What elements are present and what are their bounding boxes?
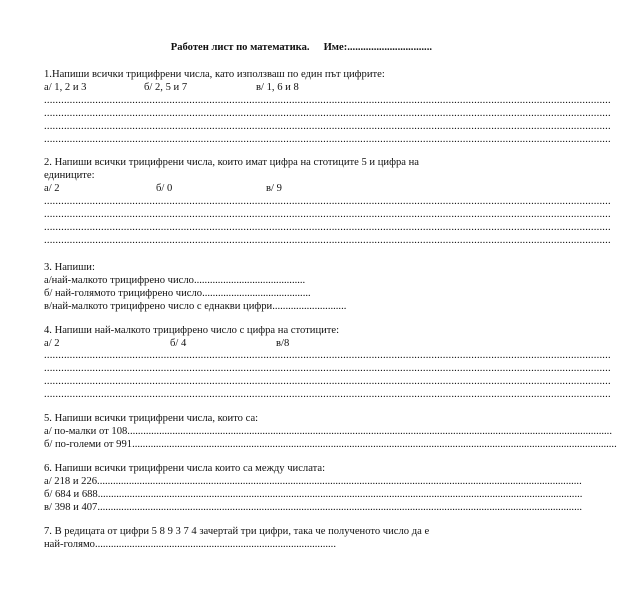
task-4 xyxy=(44,324,611,403)
answer-line: ....................................................................................................................................................................................... xyxy=(97,475,582,487)
task-2-question: 2. Напиши всички трицифрени числа, които имат цифра на стотиците 5 и цифра на единиците: xyxy=(44,157,419,182)
task-6-item-b: б/ 684 и 688 xyxy=(44,488,98,500)
task-5-item-b-line xyxy=(44,438,617,452)
answer-line: ....................................................................................................................................................................................................... xyxy=(44,209,611,221)
task-4-option-c: в/8 xyxy=(276,337,290,349)
task-1 xyxy=(44,68,611,147)
task-4-options xyxy=(44,338,432,351)
task-6-item-a: а/ 218 и 226 xyxy=(44,475,98,487)
answer-line: ....................................................................................................................................................................................... xyxy=(97,501,583,513)
task-5-question: 5. Напиши всички трицифрени числа, които са: xyxy=(44,413,259,425)
answer-line: ....................................................................................................................................................................................................... xyxy=(44,363,611,375)
answer-line: ....................................................................................................................................................................................................... xyxy=(44,107,611,119)
task-5 xyxy=(44,413,617,452)
task-3-item-a: а/най-малкото трицифрено число.......................................... xyxy=(44,274,306,286)
answer-line: ....................................................................................................................................................................................................... xyxy=(44,196,611,208)
task-3-item-c: в/най-малкото трицифрено число с еднакви цифри............................ xyxy=(44,300,347,312)
task-3-question: 3. Напиши: xyxy=(44,261,95,273)
task-6-item-c: в/ 398 и 407 xyxy=(44,501,98,513)
answer-line: ....................................................................................................................................................................................... xyxy=(132,438,617,450)
answer-line: ....................................................................................................................................................................................................... xyxy=(44,222,611,234)
answer-line: ....................................................................................................................................................................................................... xyxy=(44,389,611,401)
task-4-option-a: а/ 2 xyxy=(44,337,60,349)
task-4-option-b: б/ 4 xyxy=(170,337,187,349)
task-2 xyxy=(44,157,611,247)
task-6-item-b-line xyxy=(44,488,583,502)
task-2-options xyxy=(44,183,432,196)
task-1-option-c: в/ 1, 6 и 8 xyxy=(256,81,299,93)
worksheet-page xyxy=(44,42,617,562)
task-2-option-c: в/ 9 xyxy=(266,183,282,195)
answer-line: ....................................................................................................................................................................................................... xyxy=(44,120,611,132)
task-7 xyxy=(44,526,432,552)
task-6 xyxy=(44,462,583,515)
name-field-label: Име:................................ xyxy=(323,42,432,53)
answer-line: ....................................................................................................................................................................................................... xyxy=(44,350,611,362)
answer-line: ....................................................................................................................................................................................................... xyxy=(44,376,611,388)
answer-line: ....................................................................................................................................................................................... xyxy=(97,488,583,500)
task-6-item-a-line xyxy=(44,475,582,489)
task-7-question: 7. В редицата от цифри 5 8 9 3 7 4 зачертай три цифри, така че полученото число да е най-голямо........................................................................................... xyxy=(44,525,430,550)
task-2-option-b: б/ 0 xyxy=(156,183,173,195)
task-1-option-b: б/ 2, 5 и 7 xyxy=(144,81,188,93)
task-2-option-a: а/ 2 xyxy=(44,183,60,195)
answer-line: ....................................................................................................................................................................................................... xyxy=(44,234,611,246)
answer-line: ....................................................................................................................................................................................................... xyxy=(44,94,611,106)
answer-line: ....................................................................................................................................................................................... xyxy=(127,426,612,438)
task-5-item-b: б/ по-големи от 991 xyxy=(44,438,133,450)
worksheet-title: Работен лист по математика. xyxy=(170,42,310,53)
task-4-question: 4. Напиши най-малкото трицифрено число с цифра на стотиците: xyxy=(44,324,340,336)
worksheet-header xyxy=(44,42,432,55)
task-3-item-b: б/ най-голямото трицифрено число......................................... xyxy=(44,287,311,299)
task-5-item-a-line xyxy=(44,426,612,439)
task-1-question: 1.Напиши всички трицифрени числа, като използваш по един път цифрите: xyxy=(44,68,385,80)
task-1-options xyxy=(44,82,432,95)
answer-line: ....................................................................................................................................................................................................... xyxy=(44,133,611,145)
task-6-question: 6. Напиши всички трицифрени числа които са между числата: xyxy=(44,462,326,474)
task-3 xyxy=(44,262,432,314)
task-5-item-a: а/ по-малки от 108 xyxy=(44,426,128,438)
task-1-option-a: а/ 1, 2 и 3 xyxy=(44,81,87,93)
task-6-item-c-line xyxy=(44,501,583,515)
